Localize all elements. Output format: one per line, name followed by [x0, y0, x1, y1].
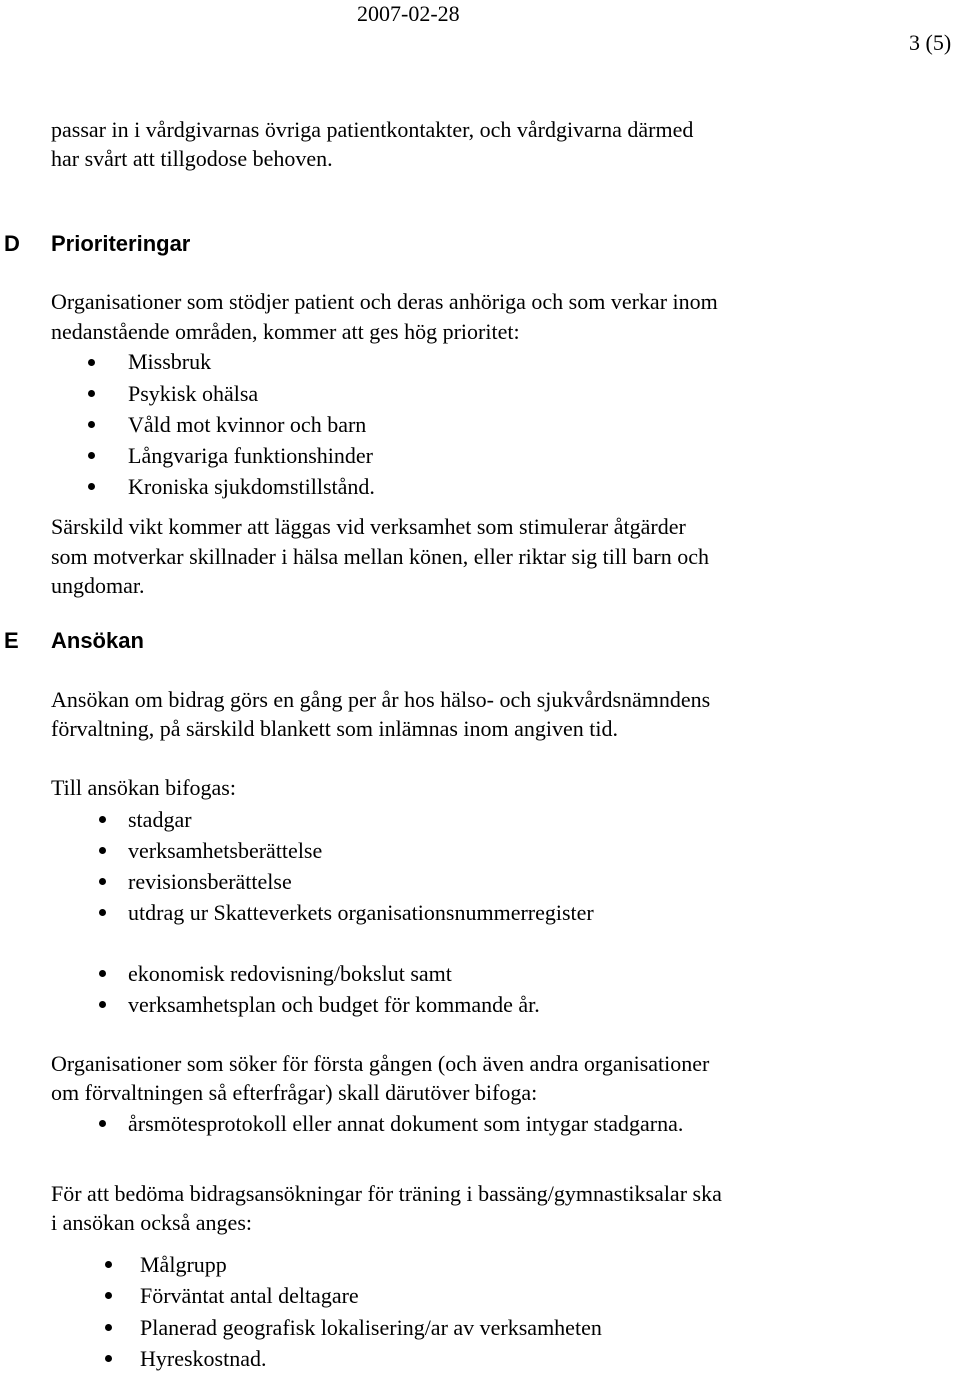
bullet-icon: [99, 909, 106, 916]
section-title-ansokan: Ansökan: [51, 628, 144, 653]
prio-item: Kroniska sjukdomstillstånd.: [128, 474, 375, 499]
attach-item: ekonomisk redovisning/bokslut samt: [128, 961, 452, 986]
first-time-line-2: om förvaltningen så efterfrågar) skall därutöver bifoga:: [51, 1080, 538, 1105]
bullet-icon: [99, 847, 106, 854]
ansokan-paragraph-line-2: förvaltning, på särskild blankett som inlämnas inom angiven tid.: [51, 716, 619, 741]
prio-note-line-1: Särskild vikt kommer att läggas vid verksamhet som stimulerar åtgärder: [51, 514, 686, 539]
first-time-item: årsmötesprotokoll eller annat dokument som intygar stadgarna.: [128, 1111, 684, 1136]
document-date: 2007-02-28: [357, 1, 460, 26]
section-letter-d: D: [4, 231, 20, 256]
bullet-icon: [105, 1292, 112, 1299]
bullet-icon: [88, 452, 95, 459]
section-letter-e: E: [4, 628, 19, 653]
prio-paragraph-line-1: Organisationer som stödjer patient och deras anhöriga och som verkar inom: [51, 289, 718, 314]
first-time-line-1: Organisationer som söker för första gången (och även andra organisationer: [51, 1051, 710, 1076]
attach-item: verksamhetsplan och budget för kommande år.: [128, 992, 540, 1017]
attach-item: verksamhetsberättelse: [128, 838, 323, 863]
pool-item: Hyreskostnad.: [140, 1346, 267, 1371]
prio-item: Psykisk ohälsa: [128, 381, 259, 406]
attach-item: revisionsberättelse: [128, 869, 292, 894]
section-title-prioriteringar: Prioriteringar: [51, 231, 191, 256]
bullet-icon: [99, 1120, 106, 1127]
pool-line-1: För att bedöma bidragsansökningar för träning i bassäng/gymnastiksalar ska: [51, 1181, 722, 1206]
attach-intro: Till ansökan bifogas:: [51, 775, 236, 800]
prio-item: Långvariga funktionshinder: [128, 443, 373, 468]
bullet-icon: [99, 1001, 106, 1008]
prio-item: Missbruk: [128, 349, 212, 374]
pool-item: Förväntat antal deltagare: [140, 1283, 359, 1308]
pool-item: Målgrupp: [140, 1252, 227, 1277]
bullet-icon: [88, 421, 95, 428]
bullet-icon: [105, 1261, 112, 1268]
bullet-icon: [88, 483, 95, 490]
bullet-icon: [99, 970, 106, 977]
attach-item: stadgar: [128, 807, 192, 832]
bullet-icon: [105, 1324, 112, 1331]
bullet-icon: [88, 359, 95, 366]
intro-line-1: passar in i vårdgivarnas övriga patientkontakter, och vårdgivarna därmed: [51, 117, 694, 142]
page-number: 3 (5): [909, 30, 952, 55]
bullet-icon: [105, 1355, 112, 1362]
pool-line-2: i ansökan också anges:: [51, 1210, 252, 1235]
prio-note-line-3: ungdomar.: [51, 573, 145, 598]
bullet-icon: [99, 816, 106, 823]
attach-item: utdrag ur Skatteverkets organisationsnummerregister: [128, 900, 594, 925]
prio-item: Våld mot kvinnor och barn: [128, 412, 367, 437]
intro-line-2: har svårt att tillgodose behoven.: [51, 146, 333, 171]
prio-paragraph-line-2: nedanstående områden, kommer att ges hög prioritet:: [51, 319, 520, 344]
ansokan-paragraph-line-1: Ansökan om bidrag görs en gång per år hos hälso- och sjukvårdsnämndens: [51, 687, 711, 712]
pool-item: Planerad geografisk lokalisering/ar av verksamheten: [140, 1315, 602, 1340]
bullet-icon: [99, 878, 106, 885]
prio-note-line-2: som motverkar skillnader i hälsa mellan könen, eller riktar sig till barn och: [51, 544, 709, 569]
bullet-icon: [88, 390, 95, 397]
